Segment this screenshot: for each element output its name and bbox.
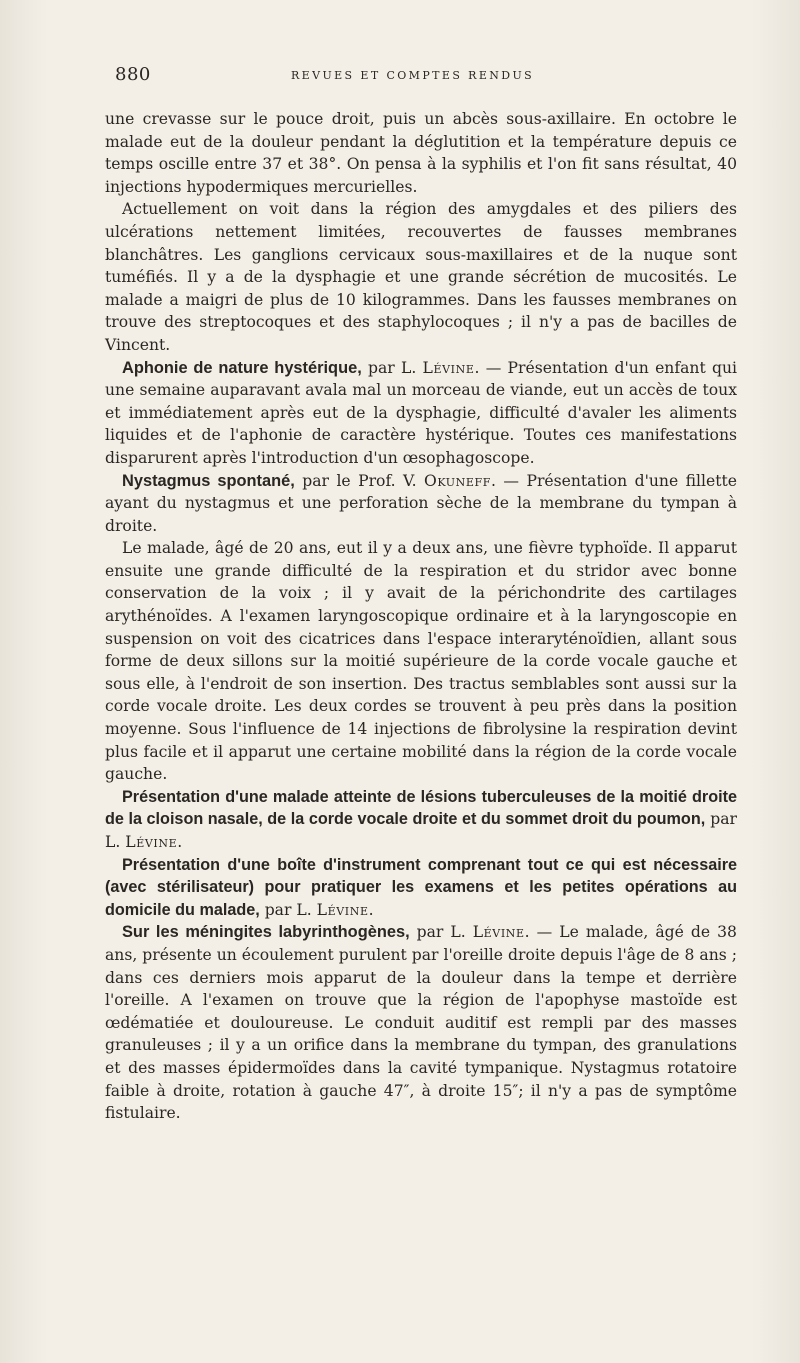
section-title: Nystagmus spontané, <box>122 471 295 490</box>
author-name: Lévine <box>422 358 475 377</box>
section-instrument-box <box>105 854 737 922</box>
paragraph-continuation: une crevasse sur le pouce droit, puis un abcès sous-axillaire. En octobre le malade eut de la douleur pendant la déglutition et la température depuis ce temps oscille entre 37 et 38°. On pensa à la syphilis et l'on fit sans résultat, 40 injections hypodermiques mercurielles. <box>105 110 737 196</box>
section-title: Aphonie de nature hystérique, <box>122 358 362 377</box>
section-spontaneous-nystagmus <box>105 470 737 538</box>
author-name: Lévine <box>472 923 525 942</box>
running-head <box>115 64 735 86</box>
article-body <box>105 108 737 1125</box>
section-title: Présentation d'une malade atteinte de lésions tuberculeuses de la moitié droite de la cloison nasale, de la corde vocale droite et du sommet droit du poumon, <box>105 787 737 829</box>
journal-title: REVUES ET COMPTES RENDUS <box>291 69 535 82</box>
byline: par L. <box>409 923 473 942</box>
byline: par le Prof. V. <box>294 471 424 490</box>
author-name: Lévine <box>316 900 369 919</box>
author-name: Lévine <box>125 833 178 851</box>
section-text: . <box>368 900 374 919</box>
section-hysterical-aphonia <box>105 357 737 470</box>
section-tuberculous-lesions <box>105 786 737 854</box>
byline: par L. <box>105 810 737 851</box>
section-text: . — Le malade, âgé de 38 ans, présente un écoulement purulent par l'oreille droite depuis l'âge de 8 ans ; dans ces derniers mois apparut de la douleur dans la tempe et derrière l'oreille. A l'examen on trouve que la région de l'apophyse mastoïde est œdématiée et douloureuse. Le conduit auditif est rempli par des masses granuleuses ; il y a un orifice dans la membrane du tympan, des granulations et des masses épidermoïdes dans la cavité tympanique. Nystagmus rotatoire faible à droite, rotation à gauche 47″, à droite 15″; il n'y a pas de symptôme fistulaire. <box>105 923 737 1123</box>
section-title: Sur les méningites labyrinthogènes, <box>122 923 410 942</box>
page-number: 880 <box>115 64 151 85</box>
byline: par L. <box>259 900 317 919</box>
byline: par L. <box>361 358 423 377</box>
section-text: . — Présentation d'une fillette ayant du nystagmus et une perforation sèche de la membrane du tympan à droite. <box>105 471 737 535</box>
paragraph-clinical-findings: Actuellement on voit dans la région des amygdales et des piliers des ulcérations nettement limitées, recouvertes de fausses membranes blanchâtres. Les ganglions cervicaux sous-maxillaires et de la nuque sont tuméfiés. Il y a de la dysphagie et une grande sécrétion de mucosités. Le malade a maigri de plus de 10 kilogrammes. Dans les fausses membranes on trouve des streptocoques et des staphylocoques ; il n'y a pas de bacilles de Vincent. <box>105 200 737 354</box>
section-text: . — Présentation d'un enfant qui une semaine auparavant avala mal un morceau de viande, eut un accès de toux et immédiatement après eut de la dysphagie, difficulté d'avaler les aliments liquides et de l'aphonie de caractère hystérique. Toutes ces manifestations disparurent après l'introduction d'un œsophagoscope. <box>105 358 737 467</box>
author-name: Okuneff <box>424 471 491 490</box>
section-labyrinthine-meningitis <box>105 921 737 1124</box>
section-text: . <box>177 833 183 851</box>
paragraph-case-report: Le malade, âgé de 20 ans, eut il y a deux ans, une fièvre typhoïde. Il apparut ensuite une grande difficulté de la respiration et du stridor avec bonne conservation de la voix ; il y avait de la périchondrite des cartilages arythénoïdes. A l'examen laryngoscopique ordinaire et à la laryngoscopie en suspension on voit des cicatrices dans l'espace interaryténoïdien, allant sous forme de deux sillons sur la moitié supérieure de la corde vocale gauche et sous elle, à l'endroit de son insertion. Des tractus semblables sont aussi sur la corde vocale droite. Les deux cordes se trouvent à peu près dans la position moyenne. Sous l'influence de 14 injections de fibrolysine la respiration devint plus facile et il apparut une certaine mobilité dans la région de la corde vocale gauche. <box>105 539 737 784</box>
section-title: Présentation d'une boîte d'instrument comprenant tout ce qui est nécessaire (avec stérilisateur) pour pratiquer les examens et les petites opérations au domicile du malade, <box>105 855 737 919</box>
